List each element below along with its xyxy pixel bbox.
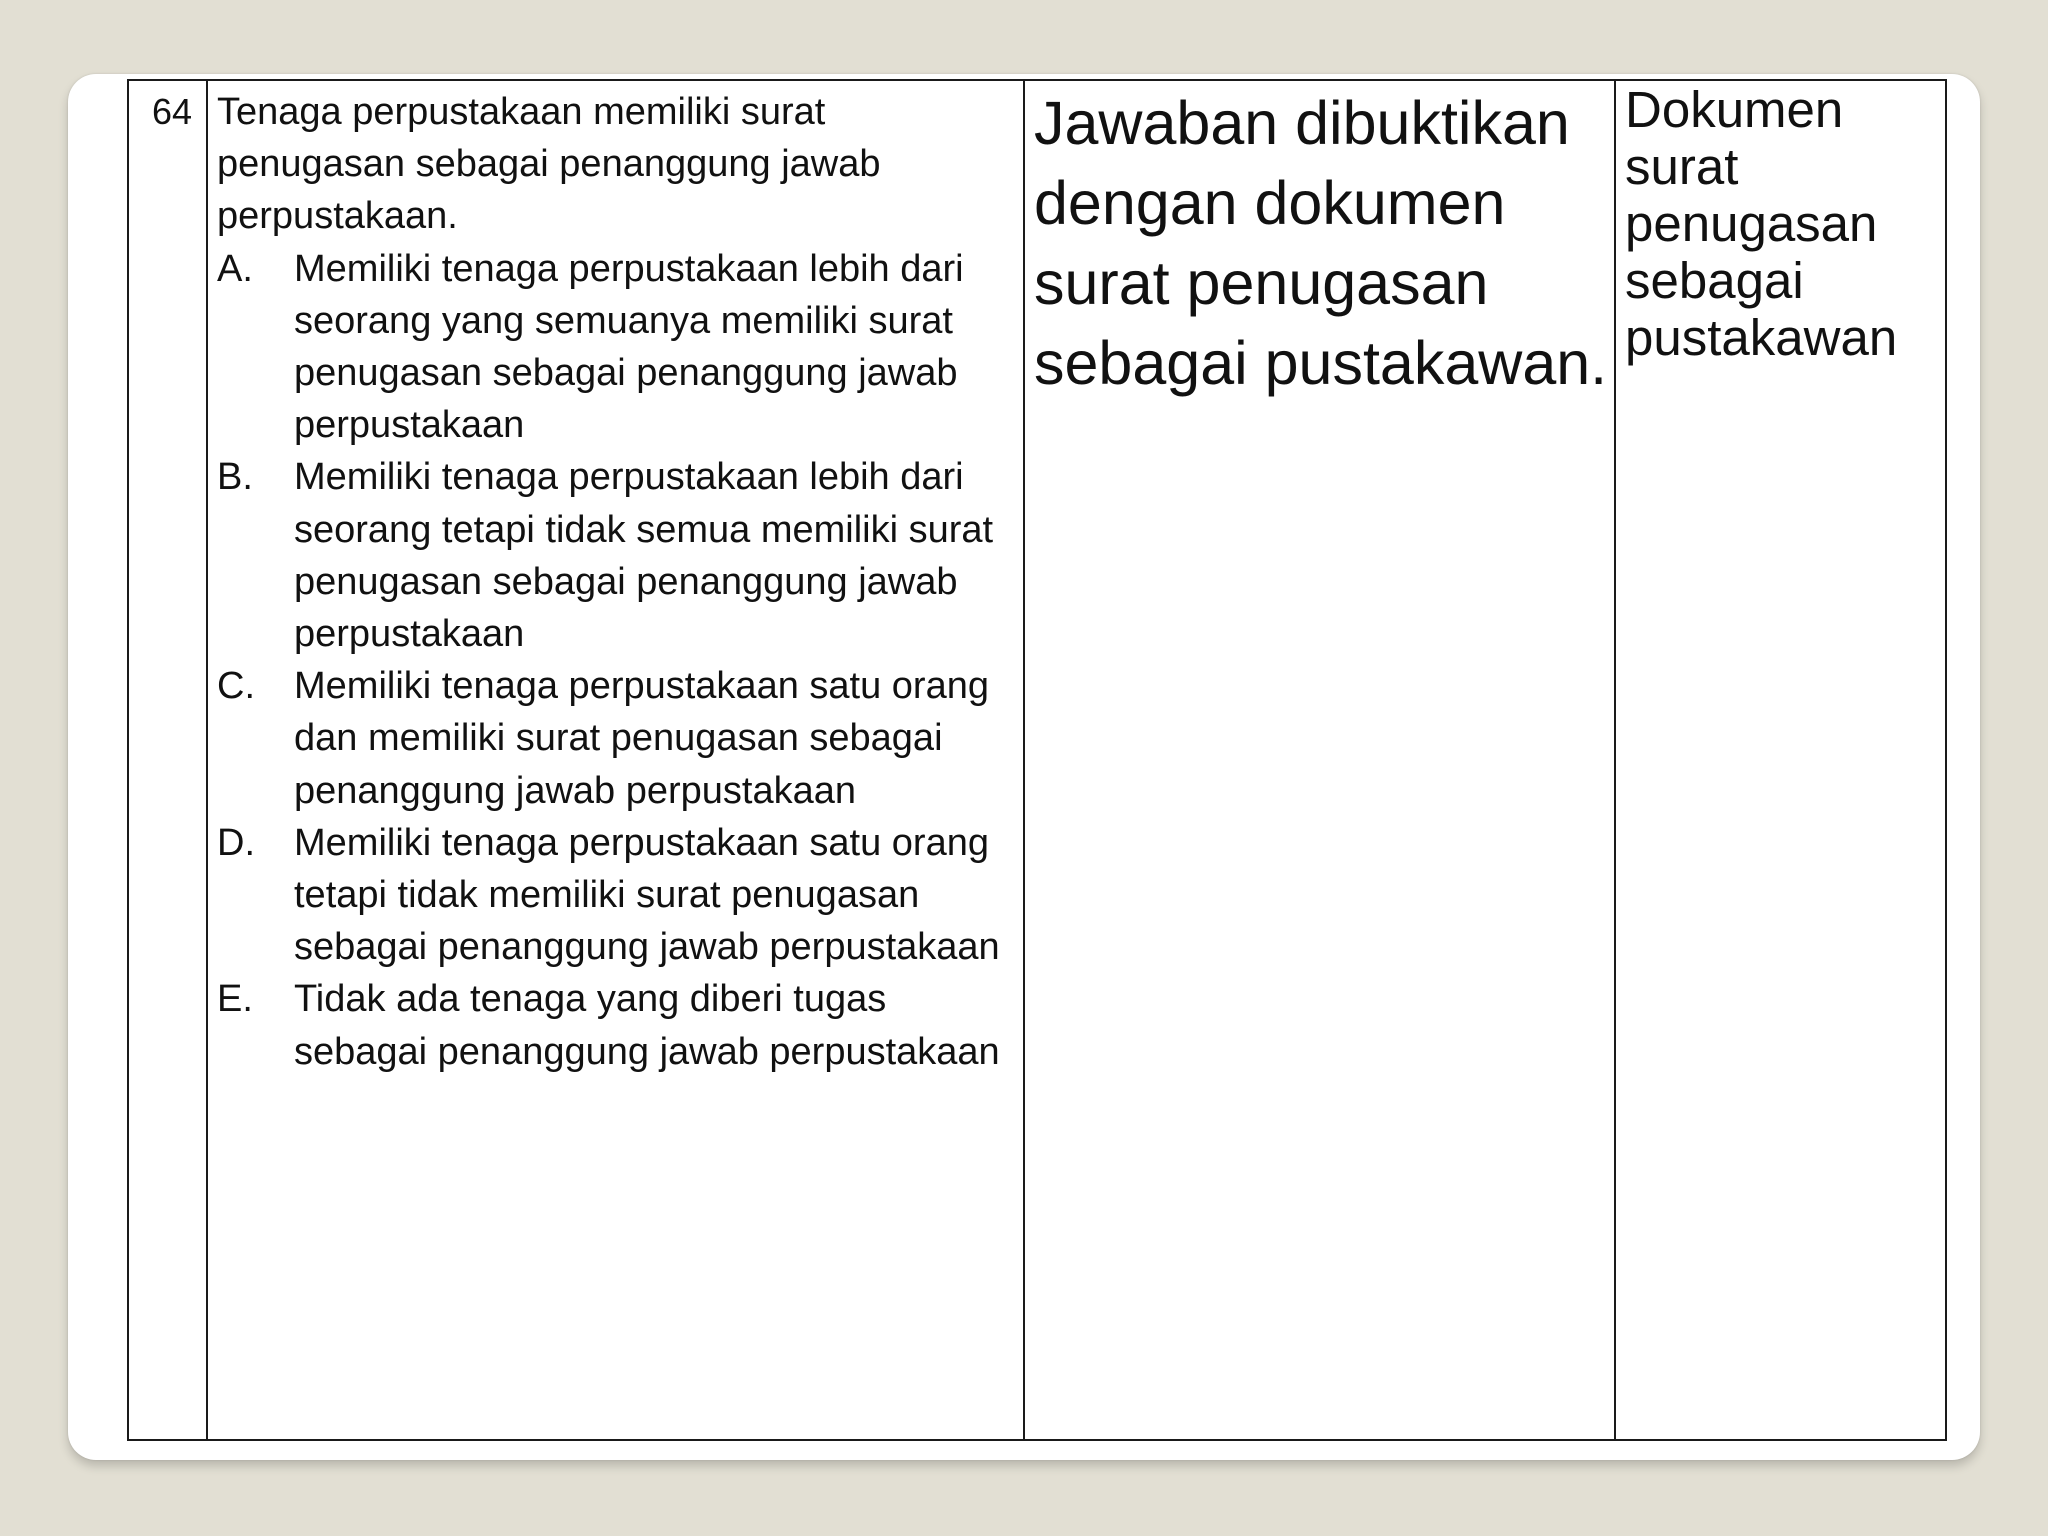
- option-letter: B.: [217, 456, 253, 499]
- question-text: Tenaga perpustakaan memiliki surat penugasan sebagai penanggung jawab perpustakaan.: [217, 91, 881, 238]
- question-cell: [207, 80, 1024, 1440]
- option-d: [217, 817, 1023, 974]
- option-b: [217, 451, 1023, 660]
- option-text: Tidak ada tenaga yang diberi tugas sebagai penanggung jawab perpustakaan: [294, 978, 1000, 1073]
- answer-cell: [1024, 80, 1615, 1440]
- option-text: Memiliki tenaga perpustakaan lebih dari seorang yang semuanya memiliki surat penugasan sebagai penanggung jawab perpustakaan: [294, 247, 964, 447]
- option-text: Memiliki tenaga perpustakaan satu orang tetapi tidak memiliki surat penugasan sebagai penanggung jawab perpustakaan: [294, 821, 1000, 969]
- document-cell: [1615, 80, 1946, 1440]
- option-letter: E.: [217, 978, 253, 1021]
- option-letter: D.: [217, 821, 255, 864]
- option-a: [217, 243, 1023, 452]
- option-letter: A.: [217, 247, 253, 290]
- item-number: 64: [151, 91, 192, 132]
- table-row: [128, 80, 1946, 1440]
- option-e: [217, 973, 1023, 1077]
- option-c: [217, 660, 1023, 817]
- rubric-table: [127, 79, 1947, 1441]
- option-text: Memiliki tenaga perpustakaan satu orang dan memiliki surat penugasan sebagai penanggung jawab perpustakaan: [294, 665, 989, 812]
- option-text: Memiliki tenaga perpustakaan lebih dari seorang tetapi tidak semua memiliki surat penugasan sebagai penanggung jawab perpustakaan: [294, 456, 994, 656]
- number-cell: [128, 80, 207, 1440]
- document-text: Dokumen surat penugasan sebagai pustakawan: [1625, 81, 1898, 366]
- option-letter: C.: [217, 665, 255, 708]
- answer-text: Jawaban dibuktikan dengan dokumen surat penugasan sebagai pustakawan.: [1034, 89, 1608, 397]
- option-list: [208, 243, 1023, 1078]
